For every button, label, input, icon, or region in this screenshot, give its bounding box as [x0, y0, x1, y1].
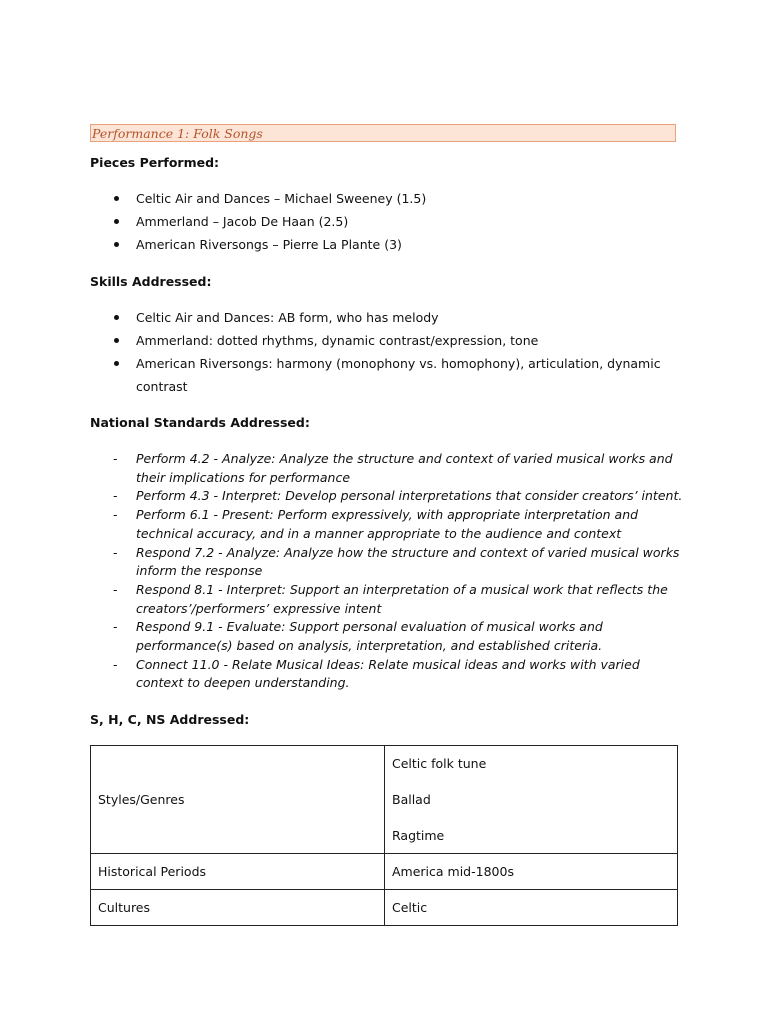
- list-item: Ammerland – Jacob De Haan (2.5): [111, 210, 671, 233]
- bullet-icon: [114, 361, 119, 366]
- list-item: - Respond 7.2 - Analyze: Analyze how the structure and context of varied musical works inform the response: [113, 544, 680, 579]
- list-item: Celtic Air and Dances: AB form, who has melody: [111, 306, 671, 329]
- standards-list: [111, 450, 686, 693]
- bullet-icon: [114, 196, 119, 201]
- dash-icon: -: [113, 451, 118, 466]
- table-cell-values: America mid-1800s: [385, 854, 678, 890]
- list-item: American Riversongs – Pierre La Plante (3): [111, 233, 671, 256]
- shcns-heading: S, H, C, NS Addressed:: [90, 712, 250, 727]
- table-row: [91, 854, 678, 890]
- bullet-icon: [114, 315, 119, 320]
- bullet-icon: [114, 338, 119, 343]
- performance-title: Performance 1: Folk Songs: [92, 126, 263, 141]
- bullet-icon: [114, 242, 119, 247]
- performance-title-banner: [90, 124, 676, 142]
- bullet-icon: [114, 219, 119, 224]
- dash-icon: -: [113, 581, 118, 597]
- list-item: - Respond 8.1 - Interpret: Support an interpretation of a musical work that reflects the creators’/performers’ expressive intent: [113, 581, 668, 616]
- skills-list: [111, 306, 671, 398]
- list-item: - Respond 9.1 - Evaluate: Support personal evaluation of musical works and performance(s) based on analysis, interpretation, and established criteria.: [113, 619, 603, 654]
- list-item: - Perform 4.2 - Analyze: Analyze the structure and context of varied musical works and their implications for performance: [113, 451, 673, 485]
- table-cell-label: Cultures: [91, 890, 385, 926]
- table-row: [91, 890, 678, 926]
- genre-value: Ragtime: [392, 828, 445, 843]
- skills-heading: Skills Addressed:: [90, 274, 212, 289]
- table-cell-label: Styles/Genres: [91, 746, 385, 854]
- genre-value: Celtic folk tune: [392, 756, 487, 771]
- pieces-heading: Pieces Performed:: [90, 155, 220, 170]
- dash-icon: -: [113, 507, 118, 523]
- table-cell-label: Historical Periods: [91, 854, 385, 890]
- dash-icon: -: [113, 544, 118, 560]
- table-cell-values: Celtic: [385, 890, 678, 926]
- list-item: Celtic Air and Dances – Michael Sweeney (1.5): [111, 187, 671, 210]
- table-cell-values: [385, 746, 678, 854]
- genre-value: Ballad: [392, 792, 431, 807]
- list-item: - Perform 6.1 - Present: Perform expressively, with appropriate interpretation and technical accuracy, and in a manner appropriate to the audience and context: [113, 507, 639, 541]
- list-item: - Perform 4.3 - Interpret: Develop personal interpretations that consider creators’ intent.: [111, 487, 686, 506]
- shcns-table: [90, 745, 678, 926]
- dash-icon: -: [113, 619, 118, 635]
- dash-icon: -: [113, 656, 118, 672]
- list-item: Ammerland: dotted rhythms, dynamic contrast/expression, tone: [111, 329, 671, 352]
- dash-icon: -: [113, 488, 118, 504]
- table-row: [91, 746, 678, 854]
- list-item: - Connect 11.0 - Relate Musical Ideas: Relate musical ideas and works with varied context to deepen understanding.: [113, 656, 640, 691]
- standards-heading: National Standards Addressed:: [90, 415, 310, 430]
- pieces-list: [111, 187, 671, 256]
- list-item: American Riversongs: harmony (monophony vs. homophony), articulation, dynamic contrast: [111, 352, 671, 398]
